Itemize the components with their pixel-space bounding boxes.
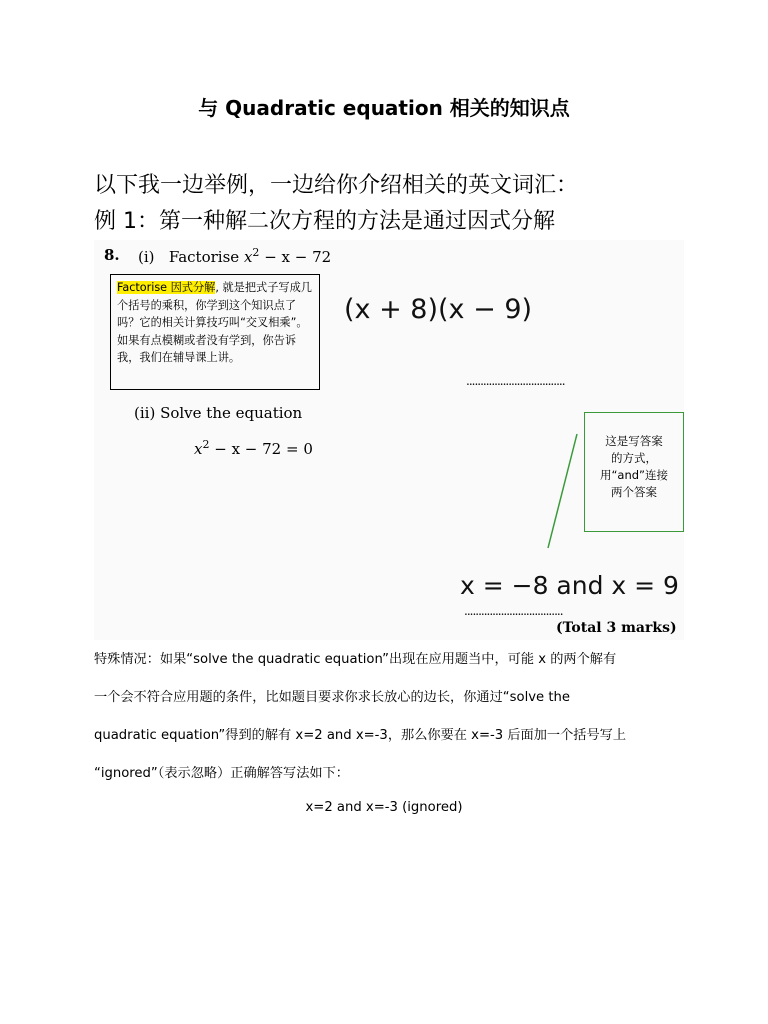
paragraph-line-2: 一个会不符合应用题的条件，比如题目要求你求长放心的边长，你通过“solve the: [94, 690, 570, 705]
answer-format-line-2: 的方式，: [611, 451, 657, 465]
handwritten-answer: x = −8 and x = 9: [460, 571, 679, 600]
answer-line-2: ...................................: [464, 604, 563, 618]
total-marks: (Total 3 marks): [556, 620, 677, 636]
answer-format-note: [584, 412, 684, 532]
answer-format-line-3: 用“and”连接: [599, 468, 669, 482]
intro-line-1: 以下我一边举例，一边给你介绍相关的英文词汇：: [94, 173, 579, 198]
intro: [94, 168, 578, 240]
equation: $x^2 - x - 72 = 0$: [194, 438, 313, 458]
factorise-expression: $x^2 - x - 72$: [243, 246, 332, 266]
part-i-label: (i): [138, 248, 155, 266]
page-title: 与 Quadratic equation 相关的知识点: [198, 96, 570, 120]
final-answer: x=2 and x=-3 (ignored): [305, 800, 463, 815]
paragraph-line-3: quadratic equation”得到的解有 x=2 and x=-3，那么你要在 x=-3 后面加一个括号写上: [94, 728, 627, 743]
question-number: 8.: [104, 246, 120, 264]
part-ii-label: (ii) Solve the equation: [134, 404, 303, 422]
answer-format-line-1: 这是写答案: [605, 434, 663, 448]
factorise-note-text: , 就是把式子写成几个括号的乘积，你学到这个知识点了吗？它的相关计算技巧叫“交叉相乘”。如果有点模糊或者没有学到，你告诉我，我们在辅导课上讲。: [117, 281, 312, 364]
answer-format-line-4: 两个答案: [611, 485, 657, 499]
factorise-highlight: Factorise 因式分解: [117, 281, 216, 294]
handwritten-factorisation: (x + 8)(x − 9): [344, 294, 533, 325]
answer-line-1: ...................................: [466, 374, 565, 388]
paragraph-line-1: 特殊情况：如果“solve the quadratic equation”出现在应用题当中，可能 x 的两个解有: [94, 652, 617, 667]
paragraph-line-4: “ignored”（表示忽略）正确解答写法如下：: [94, 766, 349, 781]
green-pointer-line: [548, 434, 577, 548]
intro-line-2: 例 1：第一种解二次方程的方法是通过因式分解: [94, 209, 555, 234]
part-i-prompt: Factorise: [168, 248, 240, 266]
exam-question-scan: [94, 240, 684, 640]
